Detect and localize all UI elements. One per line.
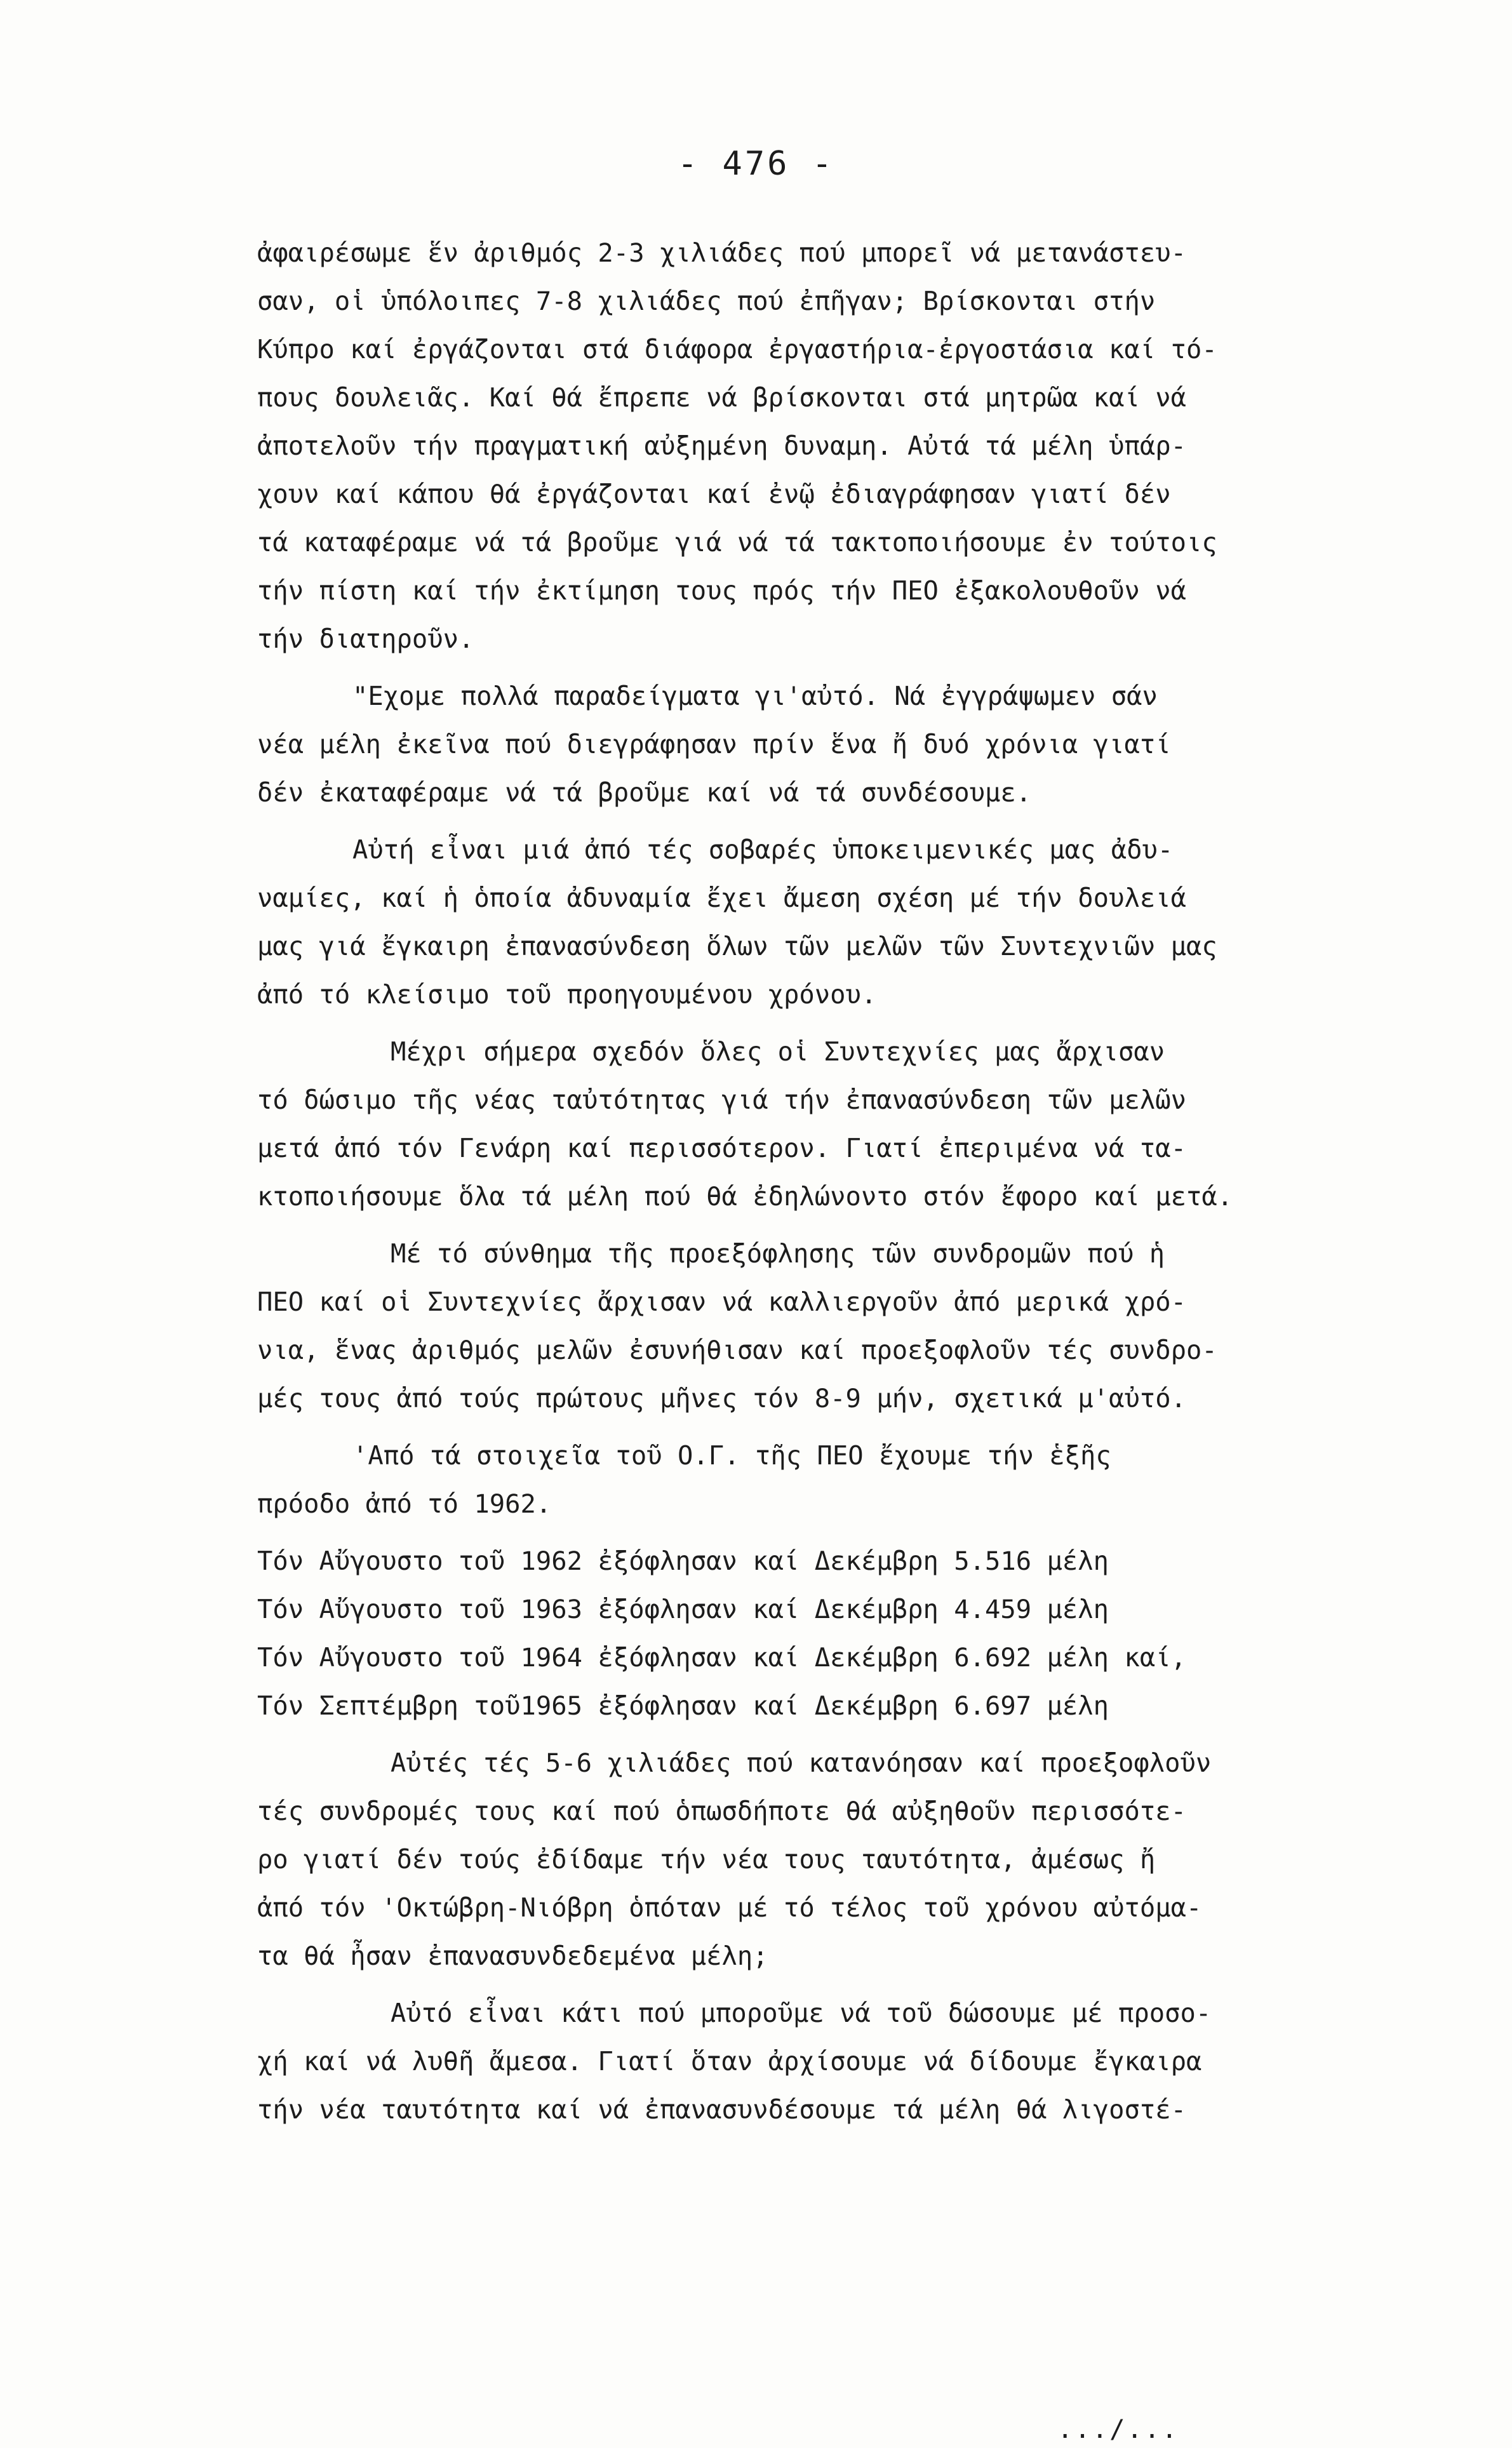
- text-line: Αὐτή εἶναι μιά ἀπό τές σοβαρές ὑποκειμενικές μας ἀδυ-: [352, 834, 1174, 865]
- text-line: κτοποιήσουμε ὅλα τά μέλη πού θά ἐδηλώνοντο στόν ἔφορο καί μετά.: [257, 1181, 1233, 1212]
- text-line: τό δώσιμο τῆς νέας ταὐτότητας γιά τήν ἐπανασύνδεση τῶν μελῶν: [257, 1085, 1186, 1115]
- text-line: Αὐτές τές 5-6 χιλιάδες πού κατανόησαν καί προεξοφλοῦν: [391, 1748, 1212, 1778]
- text-line: ἀποτελοῦν τήν πραγματική αὐξημένη δυναμη. Αὐτά τά μέλη ὑπάρ-: [257, 431, 1186, 461]
- text-line: νια, ἕνας ἀριθμός μελῶν ἐσυνήθισαν καί προεξοφλοῦν τές συνδρο-: [257, 1335, 1217, 1365]
- document-body: [257, 229, 1349, 2134]
- figures-line: Τόν Σεπτέμβρη τοῦ1965 ἐξόφλησαν καί Δεκέμβρη 6.697 μέλη: [257, 1690, 1109, 1721]
- paragraph-4: [257, 1027, 1349, 1221]
- membership-figures: [257, 1537, 1349, 1730]
- text-line: Κύπρο καί ἐργάζονται στά διάφορα ἐργαστήρια-ἐργοστάσια καί τό-: [257, 334, 1217, 365]
- text-line: μας γιά ἔγκαιρη ἐπανασύνδεση ὅλων τῶν μελῶν τῶν Συντεχνιῶν μας: [257, 931, 1217, 961]
- text-line: ἀπό τόν 'Οκτώβρη-Νιόβρη ὁπόταν μέ τό τέλος τοῦ χρόνου αὐτόμα-: [257, 1892, 1202, 1923]
- paragraph-3: [257, 826, 1349, 1019]
- text-line: ρο γιατί δέν τούς ἐδίδαμε τήν νέα τους ταυτότητα, ἀμέσως ἤ: [257, 1844, 1156, 1875]
- figures-line: Τόν Αὔγουστο τοῦ 1964 ἐξόφλησαν καί Δεκέμβρη 6.692 μέλη καί,: [257, 1642, 1186, 1673]
- text-line: νέα μέλη ἐκεῖνα πού διεγράφησαν πρίν ἕνα ἤ δυό χρόνια γιατί: [257, 729, 1171, 759]
- page-number: - 476 -: [677, 145, 835, 183]
- text-line: τήν νέα ταυτότητα καί νά ἐπανασυνδέσουμε τά μέλη θά λιγοστέ-: [257, 2094, 1186, 2125]
- text-line: Μέχρι σήμερα σχεδόν ὅλες οἱ Συντεχνίες μας ἄρχισαν: [391, 1036, 1165, 1067]
- text-line: ἀφαιρέσωμε ἕν ἀριθμός 2-3 χιλιάδες πού μπορεῖ νά μετανάστευ-: [257, 237, 1186, 268]
- figures-line: Τόν Αὔγουστο τοῦ 1963 ἐξόφλησαν καί Δεκέμβρη 4.459 μέλη: [257, 1594, 1109, 1624]
- text-line: χουν καί κάπου θά ἐργάζονται καί ἐνῷ ἐδιαγράφησαν γιατί δέν: [257, 479, 1171, 509]
- paragraph-2: [257, 672, 1349, 817]
- text-line: ναμίες, καί ἡ ὁποία ἀδυναμία ἔχει ἄμεση σχέση μέ τήν δουλειά: [257, 883, 1186, 913]
- text-line: ἀπό τό κλείσιμο τοῦ προηγουμένου χρόνου.: [257, 979, 877, 1010]
- paragraph-8: [257, 1739, 1349, 1980]
- text-line: τήν πίστη καί τήν ἐκτίμηση τους πρός τήν ΠΕΟ ἐξακολουθοῦν νά: [257, 575, 1186, 606]
- text-line: σαν, οἱ ὑπόλοιπες 7-8 χιλιάδες πού ἐπῆγαν; Βρίσκονται στήν: [257, 286, 1156, 316]
- text-line: χή καί νά λυθῆ ἄμεσα. Γιατί ὅταν ἀρχίσουμε νά δίδουμε ἔγκαιρα: [257, 2046, 1202, 2077]
- paragraph-9: [257, 1989, 1349, 2134]
- text-line: τές συνδρομές τους καί πού ὁπωσδήποτε θά αὐξηθοῦν περισσότε-: [257, 1796, 1186, 1826]
- text-line: τα θά ἦσαν ἐπανασυνδεδεμένα μέλη;: [257, 1941, 768, 1971]
- text-line: Μέ τό σύνθημα τῆς προεξόφλησης τῶν συνδρομῶν πού ἡ: [391, 1238, 1165, 1269]
- text-line: Αὐτό εἶναι κάτι πού μποροῦμε νά τοῦ δώσουμε μέ προσο-: [391, 1998, 1212, 2028]
- text-line: πρόοδο ἀπό τό 1962.: [257, 1488, 552, 1519]
- paragraph-5: [257, 1229, 1349, 1422]
- text-line: δέν ἐκαταφέραμε νά τά βροῦμε καί νά τά συνδέσουμε.: [257, 777, 1032, 808]
- paragraph-6: [257, 1431, 1349, 1528]
- continuation-mark: .../...: [1057, 2414, 1179, 2444]
- text-line: μές τους ἀπό τούς πρώτους μῆνες τόν 8-9 μήν, σχετικά μ'αὐτό.: [257, 1383, 1186, 1414]
- text-line: "Εχομε πολλά παραδείγματα γι'αὐτό. Νά ἐγγράψωμεν σάν: [352, 681, 1158, 711]
- paragraph-1: [257, 229, 1349, 663]
- text-line: ΠΕΟ καί οἱ Συντεχνίες ἄρχισαν νά καλλιεργοῦν ἀπό μερικά χρό-: [257, 1287, 1186, 1317]
- text-line: μετά ἀπό τόν Γενάρη καί περισσότερον. Γιατί ἐπεριμένα νά τα-: [257, 1133, 1186, 1163]
- text-line: τά καταφέραμε νά τά βροῦμε γιά νά τά τακτοποιήσουμε ἐν τούτοις: [257, 527, 1217, 558]
- figures-line: Τόν Αὔγουστο τοῦ 1962 ἐξόφλησαν καί Δεκέμβρη 5.516 μέλη: [257, 1546, 1109, 1576]
- text-line: πους δουλειᾶς. Καί θά ἔπρεπε νά βρίσκονται στά μητρῶα καί νά: [257, 382, 1186, 413]
- text-line: 'Από τά στοιχεῖα τοῦ Ο.Γ. τῆς ΠΕΟ ἔχουμε τήν ἑξῆς: [352, 1440, 1111, 1471]
- text-line: τήν διατηροῦν.: [257, 624, 474, 654]
